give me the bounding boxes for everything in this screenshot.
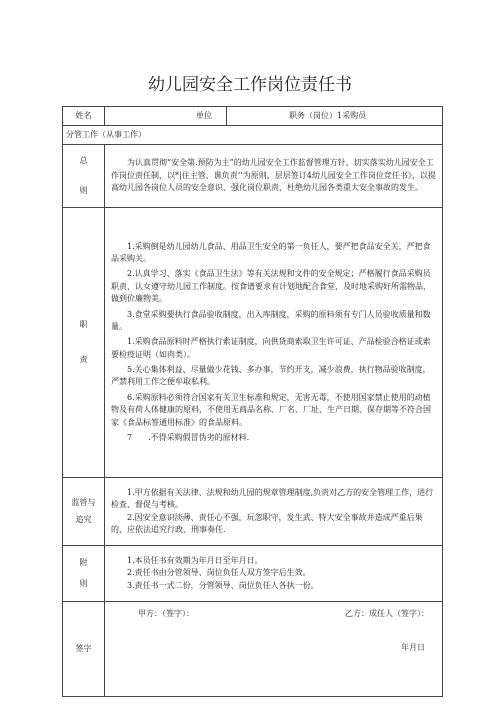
division-label: 分管工作（从事工作） bbox=[63, 126, 443, 145]
appendix-text-cell bbox=[105, 546, 443, 602]
signature-row bbox=[63, 602, 443, 697]
duty-item: 2.认真学习、落实《食品卫生法》等有关法规和文件的安全规定；严格履行食品采购员职责，认女遵守幼儿园工作制度。按食谱要求有计划地配合食堂，及时地采购好所需物品，做到价廉物美。 bbox=[111, 269, 431, 304]
duty-item: 1.采购食品原料时严格执行索证制度，向供货商索取卫生许可证、产品检验合格证或索要检疫证明（如肉类）。 bbox=[111, 337, 431, 359]
unit-label: 单位 bbox=[105, 107, 227, 126]
header-row bbox=[63, 107, 443, 126]
general-text: 为认真贯彻“安全第.预防为主”的幼儿园安全工作监督管理方针，切实落实幼儿园安全工作岗位责任制，以*|住主管、谯负责’’为原则，层层签订4幼儿园安全工作岗位竞任书》，以提高幼儿园各岗位人员的安全意识、强化岗位职责，杜绝幼儿园各类重大安全事故的发生。 bbox=[111, 158, 436, 193]
signature-label: 签字 bbox=[63, 602, 105, 697]
general-row bbox=[63, 145, 443, 208]
party-b-signature: 乙方：成任人（签字）： bbox=[345, 609, 429, 618]
duty-item: 6.采购原料必须符合国家有关卫生标准和规定，无害无毒，不使用国家禁止使用的动植物及有荷人体健康的原料，不使用无商品名称、厂名、厂址、生产日期、保存期等不符合国家《食品标签通用标准》的食品原料。 bbox=[111, 392, 431, 427]
name-label: 姓名 bbox=[63, 107, 105, 126]
position-label: 职务（岗位）1采购员 bbox=[227, 107, 443, 126]
signature-date: 年月日 bbox=[401, 643, 425, 653]
duties-row bbox=[63, 208, 443, 478]
appendix-row bbox=[63, 546, 443, 602]
duties-label: 职 责 bbox=[63, 208, 105, 478]
responsibility-form bbox=[62, 106, 443, 697]
appendix-item: 3.责任书一式二份，分管领导、岗位负任人各执一份。 bbox=[127, 580, 319, 590]
supervision-item: 2.因安全意识淡薄、责任心不强，玩忽职守，发生武、特大安全事故并造成严重后果的，应依法追究行政、刑事奏任. bbox=[111, 512, 423, 534]
party-a-signature: 甲方：（签字）： bbox=[138, 609, 194, 618]
supervision-row bbox=[63, 478, 443, 546]
duty-item: 1.采购倒是幼儿园幼儿食品、用品卫生安全的第一负任人，要严把食品安全关，严把食品采购关。 bbox=[111, 241, 431, 263]
duty-item: 3.食堂采购要执行食品验收制度，出入库制度，采购的原料须有专门人员验收质量和数量。 bbox=[111, 309, 431, 331]
supervision-item: 1.甲方依据有关法律、法规和幼儿园的规章管理制度,负责对乙方的安全管理工作，进行检查、督促与考核。 bbox=[111, 487, 434, 510]
general-label: 总 则 bbox=[63, 145, 105, 208]
supervision-label: 监管与 追究 bbox=[63, 478, 105, 546]
duties-text-cell bbox=[105, 208, 443, 478]
general-text-cell bbox=[105, 145, 443, 208]
signature-cell bbox=[105, 602, 443, 697]
document-title: 幼儿园安全工作岗位责任书 bbox=[148, 75, 352, 95]
duty-item: 5.关心集体利益、尽量做少花钱、多办事，节约开支，减少浪费，执行物品验收制度，严禁利用工作之便牟取私利。 bbox=[111, 365, 431, 387]
division-row bbox=[63, 126, 443, 145]
appendix-label: 附 则 bbox=[63, 546, 105, 602]
appendix-item: 1.本员任书有效期为年月日至年月日。 bbox=[127, 555, 263, 565]
supervision-text-cell bbox=[105, 478, 443, 546]
appendix-item: 2.责任书由分管领导、岗位负任人双方签字后生效。 bbox=[127, 568, 311, 578]
duty-item: 7 .不得采购假冒伪劣的原材料. bbox=[127, 433, 250, 443]
